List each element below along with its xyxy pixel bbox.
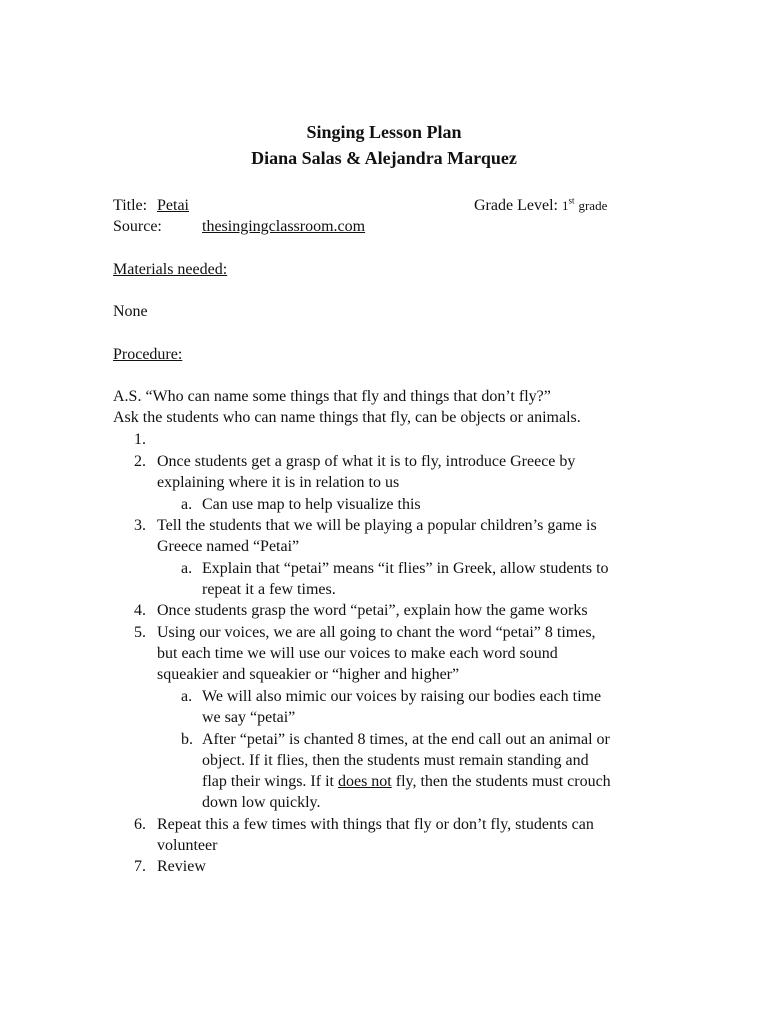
substep-text: After “petai” is chanted 8 times, at the end call out an animal or [202,731,610,748]
substep-letter: b. [181,731,193,748]
step-text: squeakier and squeakier or “higher and higher” [157,666,460,683]
step-text: Greece named “Petai” [157,538,300,555]
materials-value: None [113,303,148,320]
step-text: Using our voices, we are all going to chant the word “petai” 8 times, [157,624,596,641]
grade-word: grade [578,198,608,213]
substep-text-part: flap their wings. If it [202,773,338,790]
substep-text [202,771,611,792]
grade-suffix: st [568,195,575,206]
substep-letter: a. [181,496,193,513]
step-text: Review [157,858,206,875]
step-number: 2. [134,453,146,470]
substep-text: repeat it a few times. [202,581,336,598]
step-number: 1. [134,431,146,448]
substep-text: We will also mimic our voices by raising our bodies each time [202,688,602,705]
step-number: 7. [134,858,146,875]
substep-letter: a. [181,688,193,705]
step-text: Once students get a grasp of what it is to fly, introduce Greece by [157,453,576,470]
title-value: Petai [157,197,189,214]
substep-text: Explain that “petai” means “it flies” in Greek, allow students to [202,560,609,577]
step-text: Tell the students that we will be playing a popular children’s game is [157,517,597,534]
source-label: Source: [113,218,162,235]
emphasis-underline: does not [337,773,392,790]
procedure-intro-line-1: A.S. “Who can name some things that fly and things that don’t fly?” [113,388,551,405]
step-text: but each time we will use our voices to make each word sound [157,645,558,662]
substep-text-part: fly, then the students must crouch [391,773,611,790]
procedure-heading: Procedure: [113,346,183,363]
substep-text: object. If it flies, then the students must remain standing and [202,752,589,769]
grade-number: 1 [561,198,569,213]
step-text: volunteer [157,837,218,854]
document-title: Singing Lesson Plan [306,122,462,142]
substep-letter: a. [181,560,193,577]
step-number: 3. [134,517,146,534]
source-value: thesingingclassroom.com [202,218,366,235]
materials-heading: Materials needed: [113,261,228,278]
substep-text: Can use map to help visualize this [202,496,421,513]
procedure-intro-line-2: Ask the students who can name things that fly, can be objects or animals. [113,409,581,426]
title-label: Title: [113,197,148,214]
step-number: 6. [134,816,146,833]
step-text: Repeat this a few times with things that fly or don’t fly, students can [157,816,594,833]
document-authors: Diana Salas & Alejandra Marquez [251,148,517,168]
step-text: explaining where it is in relation to us [157,474,400,491]
step-number: 4. [134,602,146,619]
substep-text: we say “petai” [202,709,296,726]
grade-label: Grade Level: [474,197,558,214]
grade-level [474,195,607,216]
substep-text: down low quickly. [202,794,321,811]
step-text: Once students grasp the word “petai”, explain how the game works [157,602,588,619]
step-number: 5. [134,624,146,641]
